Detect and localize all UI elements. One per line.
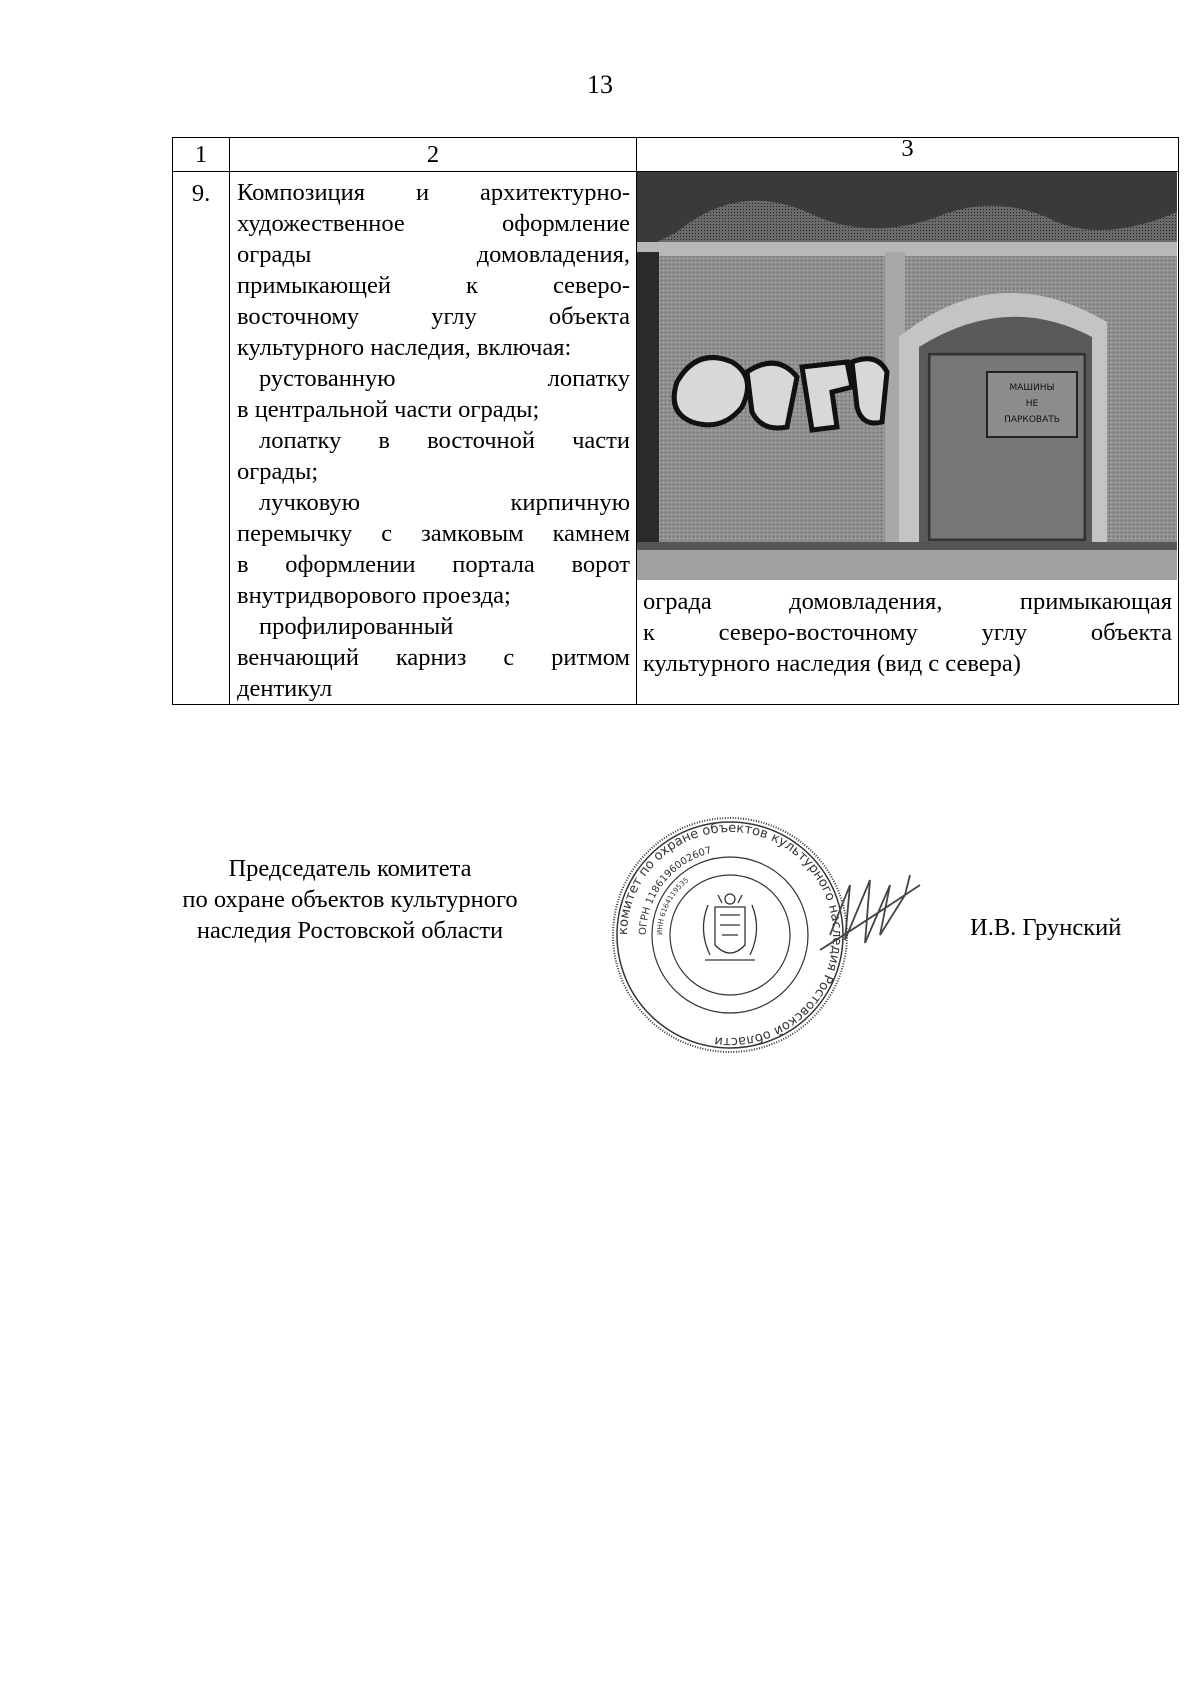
column-header-3: 3 (637, 138, 1179, 172)
handwritten-signature (810, 855, 930, 965)
stamp-outer-text: комитет по охране объектов культурного наследия Ростовской области (615, 820, 845, 1050)
table-header-row (173, 138, 1179, 172)
row-number: 9. (173, 172, 230, 705)
table-row (173, 172, 1179, 705)
stamp-inn-text: ИНН 6164119535 (655, 876, 691, 936)
stamp-inner-text: ОГРН 1186196002607 (637, 845, 713, 936)
signer-title: Председатель комитета по охране объектов культурного наследия Ростовской области (182, 855, 518, 944)
fence-photo (637, 172, 1177, 580)
signer-name: И.В. Грунский (970, 914, 1122, 941)
column-header-1: 1 (173, 138, 230, 172)
coat-of-arms-icon (703, 894, 756, 960)
photo-caption: ограда домовладения, примыкающая к северо-восточному углу объекта культурного наследия (вид с севера) (643, 588, 1172, 677)
page-number: 13 (587, 70, 613, 99)
photo-cell (637, 172, 1179, 705)
sign-line-1: МАШИНЫ (1009, 383, 1055, 393)
sign-line-3: ПАРКОВАТЬ (1004, 415, 1060, 425)
sign-line-2: НЕ (1025, 399, 1039, 409)
heritage-table (172, 137, 1179, 705)
row-description: Композиция и архитектурно- художественное оформление ограды домовладения, примыкающей к северо- восточному углу объекта культурного наследия, включая: рустованную лопатку в центральной части ограды; лопатку в восточной части ограды; лучковую кирпичную перемычку с замковым камнем в оформлении портала ворот внутридворового проезда; профилированный венчающий карниз с ритмом дентикул (230, 172, 637, 705)
column-header-2: 2 (230, 138, 637, 172)
